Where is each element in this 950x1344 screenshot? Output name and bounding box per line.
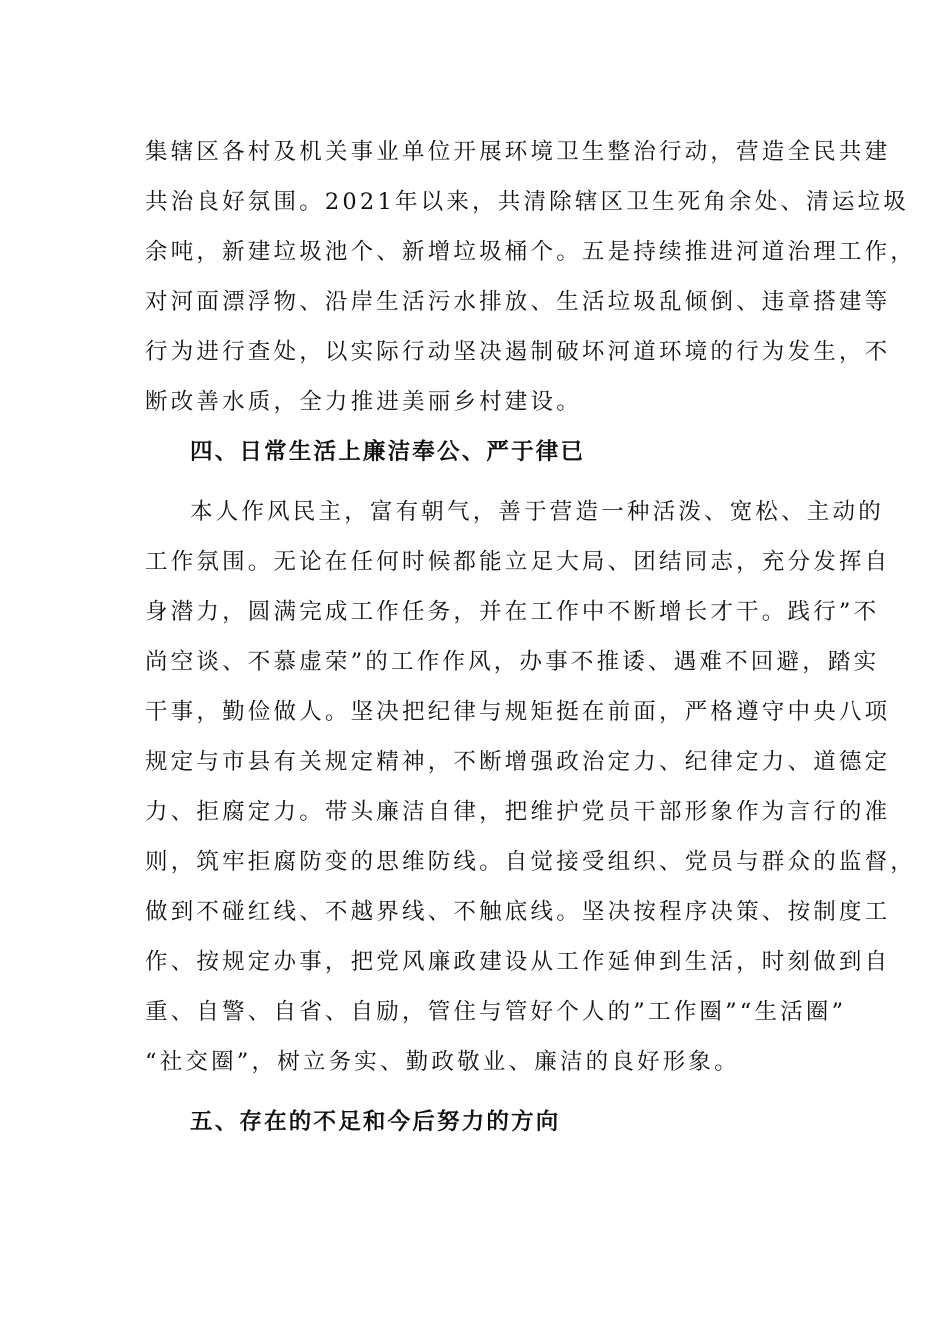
paragraph-line: 行为进行查处，以实际行动坚决遏制破坏河道环境的行为发生，不 — [145, 339, 891, 365]
paragraph-line: 力、拒腐定力。带头廉洁自律，把维护党员干部形象作为言行的准 — [145, 799, 891, 825]
section-heading-five: 五、存在的不足和今后努力的方向 — [190, 1109, 561, 1135]
paragraph-line: 共治良好氛围。2021年以来，共清除辖区卫生死角余处、清运垃圾 — [145, 189, 909, 215]
paragraph-line: 作、按规定办事，把党风廉政建设从工作延伸到生活，时刻做到自 — [145, 949, 891, 975]
paragraph-line: 本人作风民主，富有朝气，善于营造一种活泼、宽松、主动的 — [190, 499, 884, 525]
paragraph-line: 工作氛围。无论在任何时候都能立足大局、团结同志，充分发挥自 — [145, 549, 891, 575]
paragraph-line: 则，筑牢拒腐防变的思维防线。自觉接受组织、党员与群众的监督， — [145, 849, 917, 875]
paragraph-line: 尚空谈、不慕虚荣”的工作作风，办事不推诿、遇难不回避，踏实 — [145, 649, 880, 675]
section-heading-four: 四、日常生活上廉洁奉公、严于律已 — [190, 439, 586, 465]
paragraph-line: 做到不碰红线、不越界线、不触底线。坚决按程序决策、按制度工 — [145, 899, 891, 925]
paragraph-line: 余吨，新建垃圾池个、新增垃圾桶个。五是持续推进河道治理工作， — [145, 239, 917, 265]
paragraph-line: 重、自警、自省、自励，管住与管好个人的”工作圈”“生活圈” — [145, 999, 847, 1025]
paragraph-line: 集辖区各村及机关事业单位开展环境卫生整治行动，营造全民共建 — [145, 139, 891, 165]
paragraph-line: 断改善水质，全力推进美丽乡村建设。 — [145, 389, 582, 415]
paragraph-line: 身潜力，圆满完成工作任务，并在工作中不断增长才干。践行”不 — [145, 599, 880, 625]
paragraph-line: “社交圈”，树立务实、勤政敬业、廉洁的良好形象。 — [145, 1049, 740, 1075]
paragraph-line: 干事，勤俭做人。坚决把纪律与规矩挺在前面，严格遵守中央八项 — [145, 699, 891, 725]
paragraph-line: 规定与市县有关规定精神，不断增强政治定力、纪律定力、道德定 — [145, 749, 891, 775]
paragraph-line: 对河面漂浮物、沿岸生活污水排放、生活垃圾乱倾倒、违章搭建等 — [145, 289, 891, 315]
